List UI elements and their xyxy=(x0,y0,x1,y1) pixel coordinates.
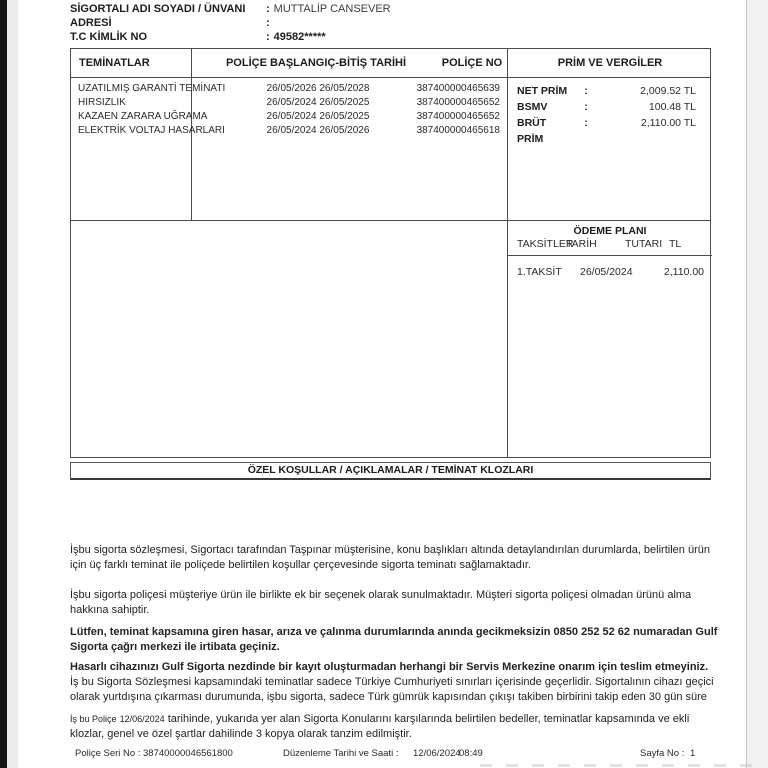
paragraph-service-warning-bold: Hasarlı cihazınızı Gulf Sigorta nezdinde bir kayıt oluşturmadan herhangi bir Servis Merkezine onarım için teslim etmeyiniz. xyxy=(70,661,709,673)
paragraph-issuance-statement xyxy=(70,712,718,742)
column-header-tutari: TUTARI xyxy=(625,238,663,250)
payment-plan-section xyxy=(508,221,712,280)
column-header-teminatlar: TEMİNATLAR xyxy=(79,57,150,69)
brut-prim-value: 2,110.00 TL xyxy=(640,117,696,129)
bsmv-label: BSMV xyxy=(517,101,548,113)
police-seri-no-label: Poliçe Seri No : xyxy=(75,748,141,759)
insured-address-label: ADRESİ xyxy=(70,17,112,29)
table-row xyxy=(71,110,507,124)
issuance-text: tarihinde, yukarıda yer alan Sigorta Konularını karşılarında belirtilen bedeller, teminatlar kapsamında ve ekli klozlar, genel ve özel şartlar dahilinde 3 kopya olarak tanzim edilmiştir. xyxy=(70,713,690,740)
scan-edge-right-strip xyxy=(746,0,768,768)
coverage-name: UZATILMIŞ GARANTİ TEMİNATI xyxy=(78,83,226,94)
duzenleme-tarihi-label: Düzenleme Tarihi ve Saati : xyxy=(283,748,399,759)
installment-date: 26/05/2024 xyxy=(580,266,633,278)
insured-name-value: MUTTALİP CANSEVER xyxy=(273,3,391,15)
scan-edge-left-strip xyxy=(7,0,18,768)
installment-name: 1.TAKSİT xyxy=(517,266,562,278)
duzenleme-time: 08:49 xyxy=(459,748,483,759)
brut-prim-label: BRÜT PRİM xyxy=(517,117,547,145)
payment-plan-divider xyxy=(508,255,712,256)
sayfa-no-value: 1 xyxy=(690,748,696,759)
insured-tckn-row xyxy=(70,30,391,44)
coverage-police-no: 387400000465639 xyxy=(416,83,500,94)
issuance-date: 12/06/2024 xyxy=(119,714,165,724)
installment-amount: 2,110.00 xyxy=(663,266,704,278)
coverage-police-no: 387400000465652 xyxy=(416,97,500,108)
separator-colon: : xyxy=(266,31,270,43)
column-header-police-no: POLİÇE NO xyxy=(441,57,503,69)
net-prim-label: NET PRİM xyxy=(517,85,568,97)
insured-info-block xyxy=(70,2,391,44)
column-header-taksitler: TAKSİTLER xyxy=(517,238,574,250)
bsmv-row xyxy=(508,99,712,115)
column-header-tarih: TARİH xyxy=(566,238,597,250)
column-header-prim-vergiler: PRİM VE VERGİLER xyxy=(557,57,663,69)
separator-colon: : xyxy=(584,101,588,113)
separator-colon: : xyxy=(584,85,588,97)
paragraph-service-terms xyxy=(70,660,718,704)
coverage-rows xyxy=(71,82,507,138)
premium-summary xyxy=(508,83,712,145)
net-prim-value: 2,009.52 TL xyxy=(640,85,696,97)
table-row xyxy=(71,124,507,138)
insured-tckn-value: 49582***** xyxy=(273,31,326,43)
coverage-police-no: 387400000465652 xyxy=(416,111,500,122)
separator-colon: : xyxy=(266,17,270,29)
coverage-dates: 26/05/2026 26/05/2028 xyxy=(266,83,370,94)
sayfa-no-label: Sayfa No : xyxy=(640,748,685,759)
payment-plan-header-row xyxy=(508,238,712,253)
coverage-dates: 26/05/2024 26/05/2025 xyxy=(266,97,370,108)
separator-colon: : xyxy=(266,3,270,15)
separator-colon: : xyxy=(584,117,588,129)
paragraph-optional-notice: İşbu sigorta poliçesi müşteriye ürün ile birlikte ek bir seçenek olarak sunulmaktadır. Müşteri sigorta poliçesi olmadan ürünü alma hakkına sahiptir. xyxy=(70,589,692,616)
payment-plan-title: ÖDEME PLANI xyxy=(573,225,647,237)
installment-row xyxy=(508,266,712,280)
column-header-police-dates: POLİÇE BAŞLANGIÇ-BİTİŞ TARİHİ xyxy=(225,57,407,69)
brut-prim-row xyxy=(508,115,712,145)
page-footer xyxy=(0,748,768,762)
net-prim-row xyxy=(508,83,712,99)
paragraph-territory-terms: İş bu Sigorta Sözleşmesi kapsamındaki teminatlar sadece Türkiye Cumhuriyeti sınırları içerisinde geçerlidir. Sigortalının cihazı geçici olarak yurtdışına çıkarması durumunda, işbu sigorta, sadece Türk gümrük kapısından çıkışı takiben birbirini takip eden 30 gün süre xyxy=(70,675,714,703)
insured-name-label: SİGORTALI ADI SOYADI / ÜNVANI xyxy=(70,3,246,15)
special-conditions-bar: ÖZEL KOŞULLAR / AÇIKLAMALAR / TEMİNAT KLOZLARI xyxy=(70,462,711,480)
insured-tckn-label: T.C KİMLİK NO xyxy=(70,31,147,43)
coverage-name: HIRSIZLIK xyxy=(78,97,126,108)
coverage-name: KAZAEN ZARARA UĞRAMA xyxy=(78,111,208,122)
coverage-premium-table xyxy=(70,48,711,458)
table-row xyxy=(71,96,507,110)
paragraph-call-center-notice: Lütfen, teminat kapsamına giren hasar, arıza ve çalınma durumlarında anında gecikmeksizin 0850 252 52 62 numaradan Gulf Sigorta çağrı merkezi ile irtibata geçiniz. xyxy=(70,626,718,653)
insured-name-row xyxy=(70,2,391,16)
cutoff-text-artifact xyxy=(480,764,756,767)
bsmv-value: 100.48 TL xyxy=(648,101,696,113)
table-row xyxy=(71,82,507,96)
insured-address-row xyxy=(70,16,391,30)
scan-edge-left-bar xyxy=(0,0,7,768)
police-seri-no-value: 38740000046561800 xyxy=(143,748,233,759)
coverage-name: ELEKTRİK VOLTAJ HASARLARI xyxy=(78,125,225,136)
column-header-tl: TL xyxy=(669,238,682,250)
duzenleme-date: 12/06/2024 xyxy=(413,748,461,759)
coverage-police-no: 387400000465618 xyxy=(416,125,500,136)
issuance-prefix: İş bu Poliçe xyxy=(70,714,117,724)
coverage-dates: 26/05/2024 26/05/2026 xyxy=(266,125,370,136)
coverage-dates: 26/05/2024 26/05/2025 xyxy=(266,111,370,122)
paragraph-coverage-summary: İşbu sigorta sözleşmesi, Sigortacı tarafından Taşpınar müşterisine, konu başlıkları altında detaylandırılan durumlarda, belirtilen ürün için üç farklı teminat ile poliçede belirtilen koşullar çerçevesinde sigorta teminatı sağlamaktadır. xyxy=(70,544,710,571)
